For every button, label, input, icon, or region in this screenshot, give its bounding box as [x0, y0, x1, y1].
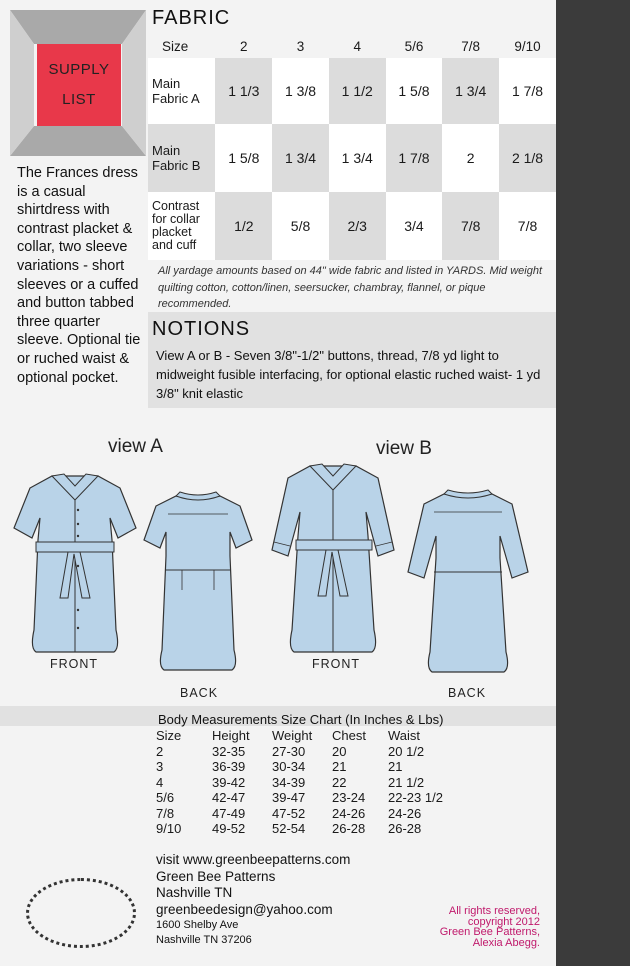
size-chart-row	[156, 775, 447, 791]
cell: 34-39	[272, 774, 306, 790]
col-header: Size	[156, 728, 182, 743]
view-a-label: view A	[108, 436, 163, 457]
col-header: Height	[212, 728, 250, 743]
cell: 30-34	[272, 759, 306, 774]
size-chart-row	[156, 821, 447, 837]
company-name: Green Bee Patterns	[156, 868, 276, 884]
size-col: 2	[240, 38, 248, 54]
size-chart-row	[156, 744, 447, 760]
cell: 47-49	[212, 805, 246, 821]
rights-line1: All rights reserved,	[448, 905, 540, 917]
cell: 3	[156, 759, 164, 774]
cell: 9/10	[156, 821, 182, 836]
rights-line3: Green Bee Patterns,	[439, 926, 540, 938]
size-chart-row	[156, 759, 447, 775]
cell: 32-35	[212, 743, 246, 759]
col-header: Weight	[272, 728, 313, 743]
fabric-heading: FABRIC	[152, 7, 231, 29]
yardage-cell: 1 7/8	[499, 58, 556, 124]
size-chart-title: Body Measurements Size Chart (In Inches & Lbs)	[158, 712, 444, 727]
col-header: Waist	[388, 728, 421, 743]
city-zip: Nashville TN 37206	[156, 933, 252, 946]
cell: 52-54	[272, 821, 306, 836]
notions-text: View A or B - Seven 3/8"-1/2" buttons, thread, 7/8 yd light to midweight fusible interfacing, for optional elastic ruched waist- 1 yd 3/8" knit elastic	[156, 348, 541, 401]
col-header: Chest	[332, 728, 366, 743]
cell: 20 1/2	[388, 743, 425, 759]
yardage-cell: 1 3/4	[329, 124, 386, 192]
supply-list-line1: SUPPLY	[48, 61, 110, 78]
cell: 39-47	[272, 790, 306, 805]
fabric-row-contrast	[148, 192, 556, 260]
view-a-back-illustration	[142, 490, 254, 674]
view-a-back-caption: BACK	[180, 686, 219, 700]
website-link[interactable]: visit www.greenbeepatterns.com	[156, 852, 351, 867]
cell: 23-24	[332, 790, 366, 805]
yardage-cell: 7/8	[442, 192, 499, 260]
yardage-cell: 2	[442, 124, 499, 192]
view-b-front-caption: FRONT	[312, 657, 361, 671]
copyright-notice	[410, 906, 540, 948]
fabric-table	[148, 34, 556, 260]
cell: 2	[156, 743, 164, 759]
cell: 22-23 1/2	[388, 790, 443, 805]
cell: 4	[156, 774, 164, 790]
cell: 7/8	[156, 805, 175, 821]
yardage-note: All yardage amounts based on 44" wide fabric and listed in YARDS. Mid weight quilting cotton, cotton/linen, seersucker, chambray, flannel, or pique recommended.	[158, 265, 543, 310]
yardage-cell: 1 1/2	[329, 58, 386, 124]
cell: 21	[332, 759, 347, 774]
cell: 47-52	[272, 805, 306, 821]
notions-heading: NOTIONS	[152, 318, 251, 340]
size-chart-header	[156, 728, 447, 744]
dotted-oval-placeholder	[26, 878, 136, 948]
contact-block	[156, 852, 350, 947]
cell: 36-39	[212, 759, 246, 774]
size-chart-row	[156, 806, 447, 822]
row-label: Main Fabric A	[148, 58, 215, 124]
size-col: 7/8	[461, 38, 481, 54]
cell: 24-26	[388, 805, 422, 821]
size-chart-row	[156, 790, 447, 806]
size-col: 3	[296, 38, 305, 54]
dress-description: The Frances dress is a casual shirtdress with contrast placket & collar, two sleeve variations - short sleeves or a cuffed and button tabbed three quarter sleeve. Optional tie or ruched waist & optional pocket.	[17, 165, 141, 386]
size-chart-table	[156, 728, 447, 837]
cell: 21 1/2	[388, 774, 425, 790]
yardage-cell: 2/3	[329, 192, 386, 260]
supply-list-badge	[37, 44, 121, 126]
size-label: Size	[162, 38, 189, 54]
view-b-back-illustration	[404, 488, 532, 676]
fabric-row-main-a	[148, 58, 556, 124]
yardage-cell: 1 5/8	[215, 124, 272, 192]
cell: 24-26	[332, 805, 366, 821]
cell: 21	[388, 759, 403, 774]
row-label: Main Fabric B	[148, 124, 215, 192]
yardage-cell: 1 3/4	[272, 124, 329, 192]
cell: 20	[332, 743, 347, 759]
fabric-row-main-b	[148, 124, 556, 192]
cell: 27-30	[272, 743, 306, 759]
cell: 49-52	[212, 821, 246, 836]
view-a-front-caption: FRONT	[50, 657, 99, 671]
fabric-header-row	[148, 34, 556, 58]
yardage-cell: 3/4	[386, 192, 443, 260]
yardage-cell: 1 1/3	[215, 58, 272, 124]
yardage-cell: 1 3/4	[442, 58, 499, 124]
cell: 39-42	[212, 774, 246, 790]
email-link[interactable]: greenbeedesign@yahoo.com	[156, 901, 333, 917]
right-dark-margin	[556, 0, 630, 966]
size-col: 4	[353, 38, 361, 54]
yardage-cell: 2 1/8	[499, 124, 556, 192]
cell: 26-28	[388, 821, 422, 836]
rights-line2: copyright 2012	[467, 915, 540, 928]
row-label: Contrast for collar placket and cuff	[148, 192, 215, 260]
company-city: Nashville TN	[156, 885, 233, 900]
view-b-label: view B	[376, 438, 432, 459]
yardage-cell: 7/8	[499, 192, 556, 260]
size-col: 9/10	[514, 38, 541, 54]
cell: 42-47	[212, 790, 246, 805]
view-b-front-illustration	[268, 460, 398, 656]
cell: 5/6	[156, 790, 175, 805]
yardage-cell: 1 7/8	[386, 124, 443, 192]
yardage-cell: 1/2	[215, 192, 272, 260]
yardage-cell: 1 5/8	[386, 58, 443, 124]
supply-list-line2: LIST	[62, 91, 96, 108]
cell: 26-28	[332, 821, 366, 836]
view-b-back-caption: BACK	[448, 686, 487, 700]
street-address: 1600 Shelby Ave	[156, 919, 239, 931]
view-a-front-illustration	[12, 470, 138, 656]
rights-line4: Alexia Abegg.	[472, 936, 540, 949]
yardage-cell: 1 3/8	[272, 58, 329, 124]
cell: 22	[332, 774, 347, 790]
yardage-cell: 5/8	[272, 192, 329, 260]
size-col: 5/6	[404, 38, 424, 54]
